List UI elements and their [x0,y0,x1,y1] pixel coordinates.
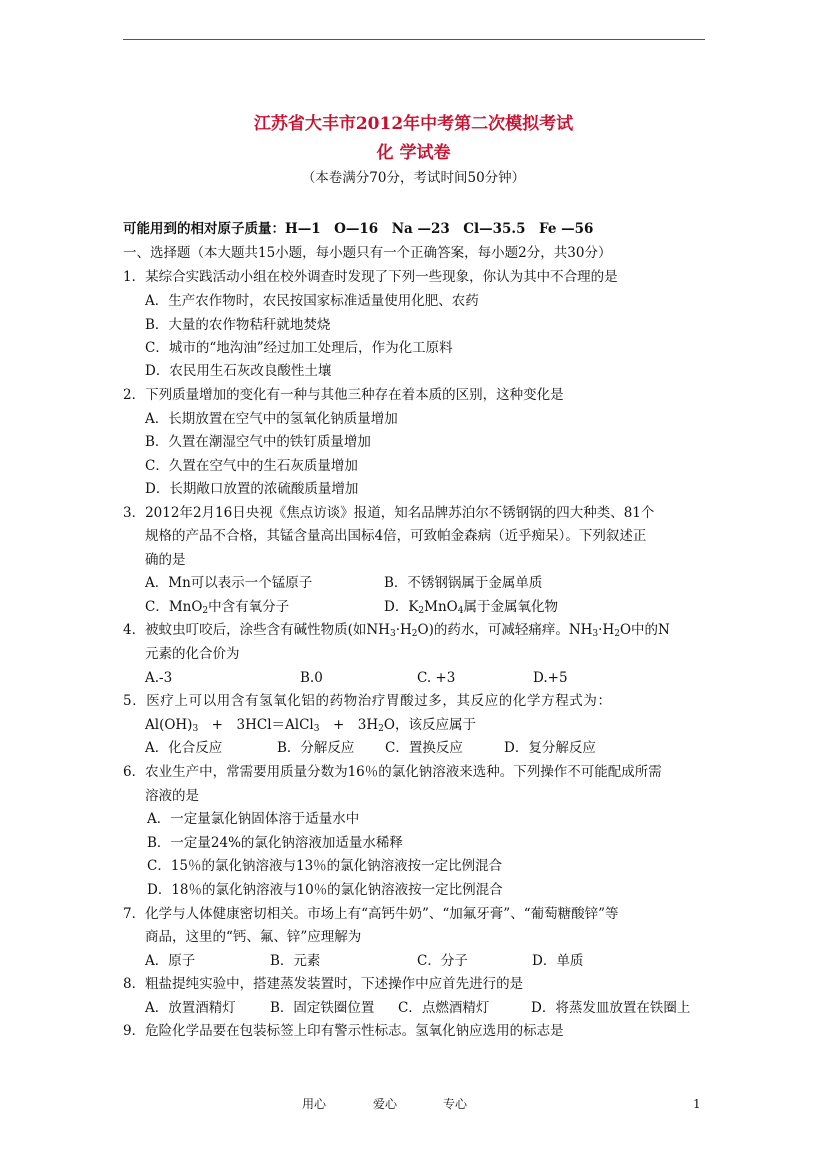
question-2-stem: 2．下列质量增加的变化有一种与其他三种存在着本质的区别，这种变化是 [123,387,564,403]
question-5-equation: $Al(OH)_3$ + 3HCl＝AlCl$_3$ + $3H_2O$，该反应属于 [145,717,476,734]
footer-word-2: 爱心 [373,1097,398,1111]
question-8-option-c: C．点燃酒精灯 [398,1000,490,1016]
question-2-option-a: A．长期放置在空气中的氢氧化钠质量增加 [145,411,398,427]
question-1-option-c: C．城市的“地沟油”经过加工处理后，作为化工原料 [145,340,453,356]
question-9-stem: 9．危险化学品要在包装标签上印有警示性标志。氢氧化钠应选用的标志是 [123,1023,564,1039]
question-8-option-d: D．将蒸发皿放置在铁圈上 [531,1000,691,1016]
question-5-option-b: B．分解反应 [277,740,355,756]
question-7-option-d: D．单质 [532,953,584,969]
question-6-stem-line1: 6．农业生产中，常需要用质量分数为16％的氯化钠溶液来选种。下列操作不可能配成所需 [123,764,662,780]
question-2-option-b: B．久置在潮湿空气中的铁钉质量增加 [145,434,371,450]
footer-word-1: 用心 [302,1097,327,1111]
question-7-stem-line1: 7．化学与人体健康密切相关。市场上有“高钙牛奶”、“加氟牙膏”、“葡萄糖酸锌”等 [123,906,619,922]
question-4-option-c: C. +3 [417,670,456,686]
question-4-option-a: A.-3 [145,670,173,686]
question-1-stem: 1．某综合实践活动小组在校外调查时发现了下列一些现象，你认为其中不合理的是 [123,269,618,285]
footer-word-3: 专心 [443,1097,468,1111]
question-3-option-d: D．$K_2MnO_4$属于金属氧化物 [384,599,558,616]
question-6-option-d: D．18％的氯化钠溶液与10％的氯化钠溶液按一定比例混合 [147,882,503,898]
question-3-option-c: C．MnO$_2$中含有氧分子 [145,599,290,616]
question-5-option-a: A．化合反应 [145,740,223,756]
question-6-stem-line2: 溶液的是 [145,788,199,804]
question-8-option-a: A．放置酒精灯 [145,1000,236,1016]
page-number: 1 [693,1097,701,1111]
question-3-stem-line1: 3．2012年2月16日央视《焦点访谈》报道，知名品牌苏泊尔不锈钢锅的四大种类、81个 [123,505,655,521]
question-5-stem-line1: 5．医疗上可以用含有氢氧化铝的药物治疗胃酸过多，其反应的化学方程式为： [123,693,612,709]
question-7-option-b: B．元素 [270,953,321,969]
question-6-option-b: B．一定量24%的氯化钠溶液加适量水稀释 [147,835,403,851]
question-3-stem-line3: 确的是 [145,552,186,568]
question-8-stem: 8．粗盐提纯实验中，搭建蒸发装置时，下述操作中应首先进行的是 [123,976,524,992]
question-7-option-a: A．原子 [145,953,196,969]
exam-title: 江苏省大丰市2012年中考第二次模拟考试 [253,114,574,134]
exam-subtitle: 化 学试卷 [376,143,451,163]
question-4-option-b: B.0 [300,670,323,686]
question-3-option-b: B．不锈钢锅属于金属单质 [384,575,543,591]
question-1-option-a: A．生产农作物时，农民按国家标准适量使用化肥、农药 [145,293,479,309]
question-2-option-d: D．长期敞口放置的浓硫酸质量增加 [145,481,359,497]
question-6-option-c: C．15％的氯化钠溶液与13％的氯化钠溶液按一定比例混合 [147,858,503,874]
question-3-option-a: A．Mn可以表示一个锰原子 [145,575,313,591]
question-4-stem-line2: 元素的化合价为 [145,646,240,662]
exam-note: （本卷满分70分，考试时间50分钟） [301,170,526,186]
header-rule [123,39,705,40]
question-1-option-d: D．农民用生石灰改良酸性土壤 [145,363,332,379]
question-3-stem-line2: 规格的产品不合格，其锰含量高出国标4倍，可致帕金森病（近乎痴呆）。下列叙述正 [145,528,647,544]
question-7-stem-line2: 商品，这里的“钙、氟、锌”应理解为 [145,929,362,945]
question-5-option-d: D．复分解反应 [504,740,596,756]
question-7-option-c: C．分子 [417,953,468,969]
question-6-option-a: A．一定量氯化钠固体溶于适量水中 [147,811,360,827]
question-4-option-d: D.+5 [533,670,568,686]
question-2-option-c: C．久置在空气中的生石灰质量增加 [145,458,358,474]
question-5-option-c: C．置换反应 [385,740,463,756]
question-4-stem-line1: 4．被蚊虫叮咬后，涂些含有碱性物质(如$NH_3\cdot H_2O$)的药水，可减轻痛痒。$NH_3\cdot H_2O$中的N [123,622,670,639]
question-1-option-b: B．大量的农作物秸秆就地焚烧 [145,317,331,333]
question-8-option-b: B．固定铁圈位置 [270,1000,375,1016]
section-heading: 一、选择题（本大题共15小题，每小题只有一个正确答案，每小题2分，共30分） [123,245,612,261]
atomic-masses: 可能用到的相对原子质量：H—1 O—16 Na —23 Cl—35.5 Fe —56 [123,221,594,237]
